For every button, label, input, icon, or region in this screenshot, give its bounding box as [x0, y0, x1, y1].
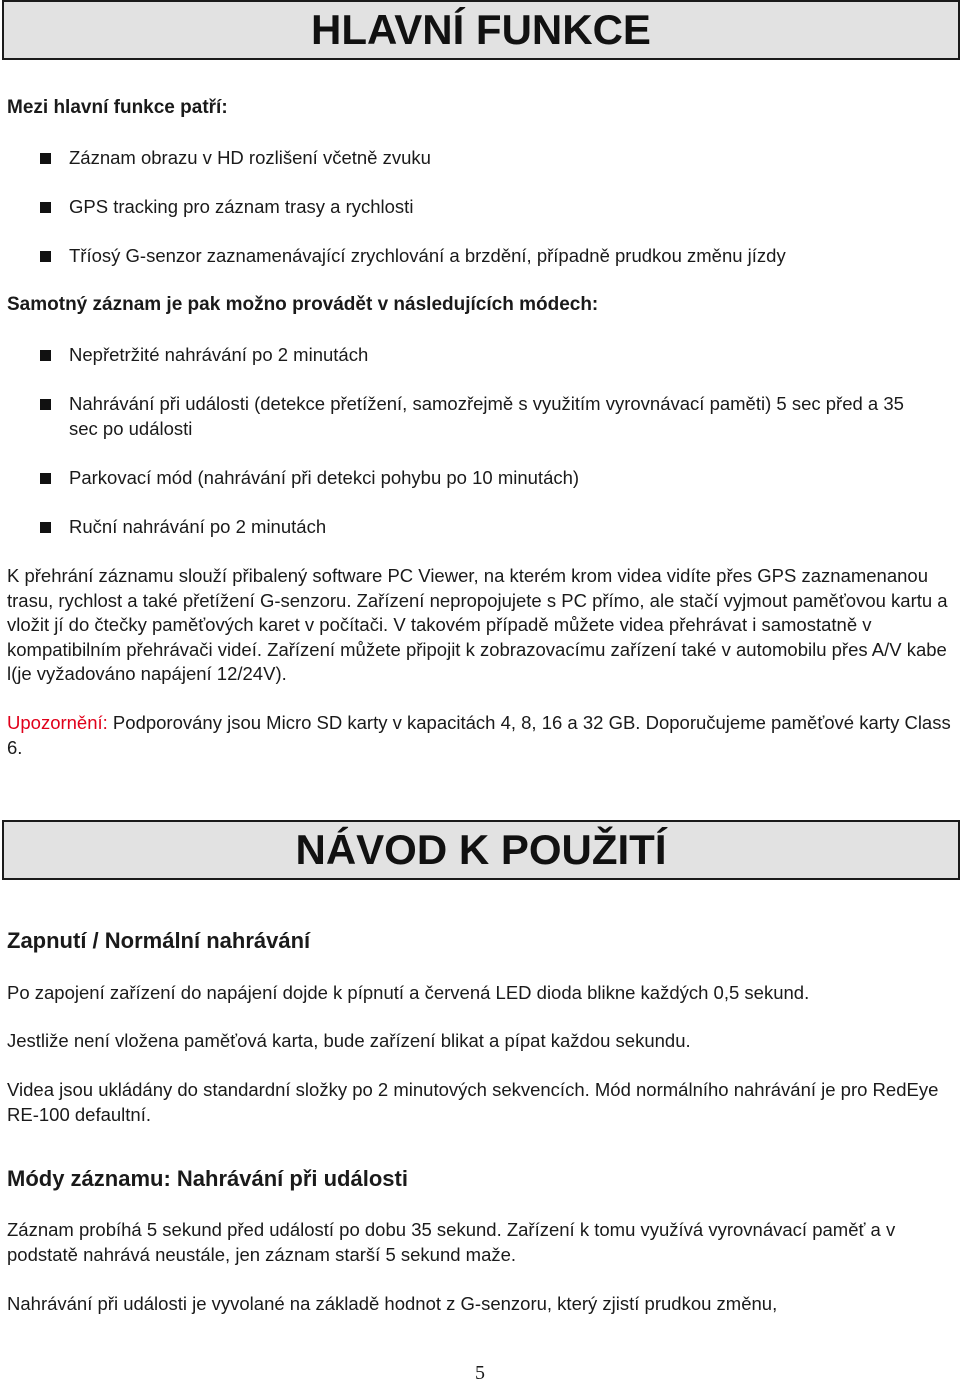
feature-text: GPS tracking pro záznam trasy a rychlosti: [69, 196, 414, 217]
mode-text: Nepřetržité nahrávání po 2 minutách: [69, 344, 369, 365]
bullet-square-icon: [40, 399, 51, 410]
section-title-text: HLAVNÍ FUNKCE: [311, 6, 651, 53]
mode-text: Ruční nahrávání po 2 minutách: [69, 516, 327, 537]
paragraph: Záznam probíhá 5 sekund před událostí po dobu 35 sekund. Zařízení k tomu využívá vyrovnávací paměť a v podstatě nahrává neustále, jen záznam starší 5 sekund maže.: [7, 1219, 896, 1265]
section-title-instructions: [2, 820, 960, 880]
bullet-square-icon: [40, 473, 51, 484]
section-title-main-functions: [2, 0, 960, 60]
paragraph: Jestliže není vložena paměťová karta, bude zařízení blikat a pípat každou sekundu.: [7, 1030, 691, 1051]
mode-item: [40, 343, 930, 368]
bullet-square-icon: [40, 153, 51, 164]
paragraph: Nahrávání při události je vyvolané na základě hodnot z G-senzoru, který zjistí prudkou změnu,: [7, 1293, 778, 1314]
feature-item: [40, 244, 930, 269]
mode-text: Nahrávání při události (detekce přetížení, samozřejmě s využitím vyrovnávací paměti) 5 sec před a 35 sec po události: [69, 393, 904, 439]
playback-paragraph: K přehrání záznamu slouží přibalený software PC Viewer, na kterém krom videa vidíte přes GPS zaznamenanou trasu, rychlost a také přetížení G-senzoru. Zařízení nepropojujete s PC přímo, ale stačí vyjmout paměťovou kartu a vložit jí do čtečky paměťových karet v počítači. V takovém případě můžete videa přehrávat i samostatně v kompatibilním přehrávači videí. Zařízení můžete připojit k zobrazovacímu zařízení také v automobilu přes A/V kabe l(je vyžadováno napájení 12/24V).: [7, 565, 948, 684]
section-title-text: NÁVOD K POUŽITÍ: [295, 826, 667, 873]
mode-item: [40, 515, 930, 540]
mode-text: Parkovací mód (nahrávání při detekci pohybu po 10 minutách): [69, 467, 580, 488]
paragraph: Po zapojení zařízení do napájení dojde k pípnutí a červená LED dioda blikne každých 0,5 sekund.: [7, 982, 810, 1003]
subheading-event-recording: Módy záznamu: Nahrávání při události: [7, 1166, 408, 1191]
intro-heading: Mezi hlavní funkce patří:: [7, 97, 228, 118]
subheading-power-on: Zapnutí / Normální nahrávání: [7, 928, 311, 953]
bullet-square-icon: [40, 522, 51, 533]
warning-label: Upozornění:: [7, 712, 108, 733]
feature-item: [40, 146, 930, 171]
feature-text: Záznam obrazu v HD rozlišení včetně zvuku: [69, 147, 431, 168]
mode-item: [40, 466, 930, 491]
feature-item: [40, 195, 930, 220]
page-number: 5: [475, 1362, 485, 1384]
modes-heading: Samotný záznam je pak možno provádět v následujících módech:: [7, 294, 599, 315]
bullet-square-icon: [40, 202, 51, 213]
warning-paragraph: [7, 711, 953, 760]
bullet-square-icon: [40, 350, 51, 361]
paragraph: Videa jsou ukládány do standardní složky po 2 minutových sekvencích. Mód normálního nahrávání je pro RedEye RE-100 defaultní.: [7, 1079, 939, 1125]
warning-text: Podporovány jsou Micro SD karty v kapacitách 4, 8, 16 a 32 GB. Doporučujeme paměťové karty Class 6.: [7, 712, 951, 758]
bullet-square-icon: [40, 251, 51, 262]
mode-item: [40, 392, 930, 441]
feature-text: Tříosý G-senzor zaznamenávající zrychlování a brzdění, případně prudkou změnu jízdy: [69, 245, 786, 266]
